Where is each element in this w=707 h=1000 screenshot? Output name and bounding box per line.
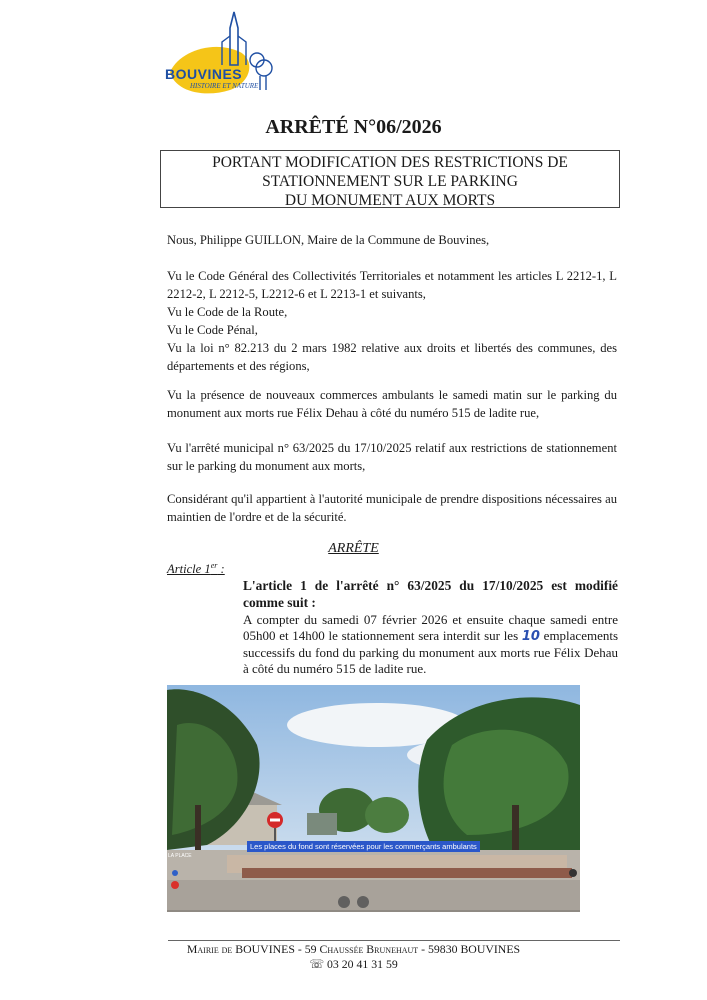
subject-line: PORTANT MODIFICATION DES RESTRICTIONS DE (212, 154, 568, 171)
article-label-text: Article 1 (167, 562, 211, 577)
article-body-part2: emplacements successifs du fond du parking du monument aux morts rue Félix Dehau à côté du numéro 515 de ladite rue. (243, 628, 619, 676)
visa-code-route: Vu le Code de la Route, (167, 305, 288, 319)
visas-block (167, 267, 617, 375)
arrete-municipal-paragraph: Vu l'arrêté municipal n° 63/2025 du 17/10/2025 relatif aux restrictions de stationnement sur le parking du monument aux morts, (167, 441, 617, 473)
visa-cgct: Vu le Code Général des Collectivités Territoriales et notamment les articles L 2212-1, L 2212-2, L 2212-5, L2212-6 et L 2213-1 et suivants, (167, 269, 617, 301)
visa-code-penal: Vu le Code Pénal, (167, 323, 258, 337)
subject-line: DU MONUMENT AUX MORTS (284, 192, 496, 209)
page-title: ARRÊTÉ N°06/2026 (265, 116, 442, 138)
parking-photo (167, 685, 580, 912)
intro-paragraph: Nous, Philippe GUILLON, Maire de la Commune de Bouvines, (167, 233, 490, 247)
logo-tagline: HISTOIRE ET NATURE (190, 82, 259, 90)
handwritten-number: 10 (521, 629, 540, 644)
article-body-part1: A compter du samedi 07 février 2026 et ensuite chaque samedi entre 05h00 et 14h00 le stationnement sera interdit sur les (243, 612, 618, 643)
footer-divider (168, 940, 620, 941)
footer-address-text: Mairie de BOUVINES - 59 Chaussée Brunehaut - 59830 BOUVINES (186, 942, 521, 956)
subject-line: STATIONNEMENT SUR LE PARKING (262, 173, 518, 190)
logo-name: BOUVINES (165, 66, 243, 82)
subject-box (160, 150, 620, 208)
photo-corner-label: LA PLACE (168, 853, 192, 859)
article-label-sup: er (210, 561, 218, 570)
article-label-colon: : (217, 562, 225, 577)
visa-loi-1982: Vu la loi n° 82.213 du 2 mars 1982 relative aux droits et libertés des communes, des départements et des régions, (167, 341, 617, 373)
arrete-heading: ARRÊTE (328, 541, 379, 556)
telephone-icon: ☏ (309, 957, 325, 971)
article-label (167, 561, 225, 577)
article-body (243, 612, 618, 677)
photo-caption: Les places du fond sont réservées pour les commerçants ambulants (247, 841, 480, 852)
footer-address (0, 942, 707, 957)
article-heading: L'article 1 de l'arrêté n° 63/2025 du 17/10/2025 est modifié comme suit : (243, 578, 618, 610)
footer-phone (0, 957, 707, 972)
presence-paragraph: Vu la présence de nouveaux commerces ambulants le samedi matin sur le parking du monument aux morts rue Félix Dehau à côté du numéro 515 de ladite rue, (167, 388, 617, 420)
considerant-paragraph: Considérant qu'il appartient à l'autorité municipale de prendre dispositions nécessaires au maintien de l'ordre et de la sécurité. (167, 492, 617, 524)
footer-phone-number: 03 20 41 31 59 (326, 957, 398, 971)
